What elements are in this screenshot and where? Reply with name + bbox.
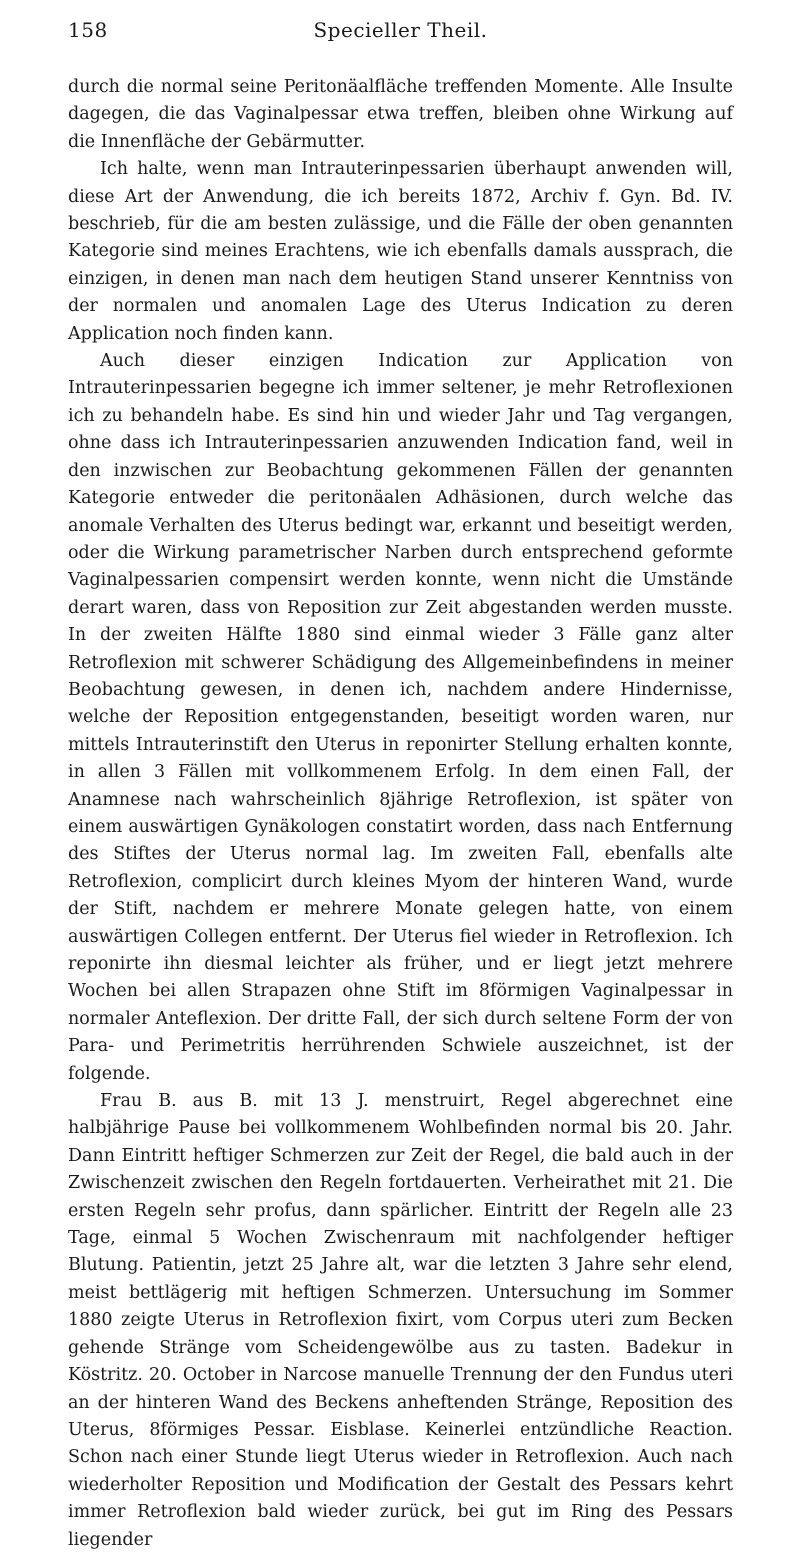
paragraph: Ich halte, wenn man Intrauterinpessarien überhaupt anwenden will, diese Art der Anwendung, die ich bereits 1872, Archiv f. Gyn. Bd. IV. beschrieb, für die am besten zulässige, und die Fälle der oben genannten Kategorie sind meines Erachtens, wie ich ebenfalls damals aussprach, die einzigen, in denen man nach dem heutigen Stand unserer Kenntniss von der normalen und anomalen Lage des Uterus Indication zu deren Application noch finden kann.: [68, 159, 733, 344]
page-number: 158: [68, 18, 108, 42]
running-title: Specieller Theil.: [313, 18, 488, 42]
paragraph: Frau B. aus B. mit 13 J. menstruirt, Regel abgerechnet eine halbjährige Pause bei vollkommenem Wohlbefinden normal bis 20. Jahr. Dann Eintritt heftiger Schmerzen zur Zeit der Regel, die bald auch in der Zwischenzeit zwischen den Regeln fortdauerten. Verheirathet mit 21. Die ersten Regeln sehr profus, dann spärlicher. Eintritt der Regeln alle 23 Tage, einmal 5 Wochen Zwischenraum mit nachfolgender heftiger Blutung. Patientin, jetzt 25 Jahre alt, war die letzten 3 Jahre sehr elend, meist bettlägerig mit heftigen Schmerzen. Untersuchung im Sommer 1880 zeigte Uterus in Retroflexion fixirt, vom Corpus uteri zum Becken gehende Stränge vom Scheidengewölbe aus zu tasten. Badekur in Köstritz. 20. October in Narcose manuelle Trennung der den Fundus uteri an der hinteren Wand des Beckens anheftenden Stränge, Reposition des Uterus, 8förmiges Pessar. Eisblase. Keinerlei entzündliche Reaction. Schon nach einer Stunde liegt Uterus wieder in Retroflexion. Auch nach wiederholter Reposition und Modification der Gestalt des Pessars kehrt immer Retroflexion bald wieder zurück, bei gut im Ring des Pessars liegender: [68, 1091, 733, 1550]
page-header: [68, 12, 733, 52]
paragraph: Auch dieser einzigen Indication zur Application von Intrauterinpessarien begegne ich immer seltener, je mehr Retroflexionen ich zu behandeln habe. Es sind hin und wieder Jahr und Tag vergangen, ohne dass ich Intrauterinpessarien anzuwenden Indication fand, weil in den inzwischen zur Beobachtung gekommenen Fällen der genannten Kategorie entweder die peritonäalen Adhäsionen, durch welche das anomale Verhalten des Uterus bedingt war, erkannt und beseitigt werden, oder die Wirkung parametrischer Narben durch entsprechend geformte Vaginalpessarien compensirt werden konnte, wenn nicht die Umstände derart waren, dass von Reposition zur Zeit abgestanden werden musste. In der zweiten Hälfte 1880 sind einmal wieder 3 Fälle ganz alter Retroflexion mit schwerer Schädigung des Allgemeinbefindens in meiner Beobachtung gewesen, in denen ich, nachdem andere Hindernisse, welche der Reposition entgegenstanden, beseitigt worden waren, nur mittels Intrauterinstift den Uterus in reponirter Stellung erhalten konnte, in allen 3 Fällen mit vollkommenem Erfolg. In dem einen Fall, der Anamnese nach wahrscheinlich 8jährige Retroflexion, ist später von einem auswärtigen Gynäkologen constatirt worden, dass nach Entfernung des Stiftes der Uterus normal lag. Im zweiten Fall, ebenfalls alte Retroflexion, complicirt durch kleines Myom der hinteren Wand, wurde der Stift, nachdem er mehrere Monate gelegen hatte, von einem auswärtigen Collegen entfernt. Der Uterus fiel wieder in Retroflexion. Ich reponirte ihn diesmal leichter als früher, und er liegt jetzt mehrere Wochen bei allen Strapazen ohne Stift im 8förmigen Vaginalpessar in normaler Anteflexion. Der dritte Fall, der sich durch seltene Form der von Para- und Perimetritis herrührenden Schwiele auszeichnet, ist der folgende.: [68, 351, 733, 1084]
paragraph: durch die normal seine Peritonäalfläche treffenden Momente. Alle Insulte dagegen, die das Vaginalpessar etwa treffen, bleiben ohne Wirkung auf die Innenfläche der Gebärmutter.: [68, 77, 733, 152]
body-text: [68, 74, 733, 1554]
